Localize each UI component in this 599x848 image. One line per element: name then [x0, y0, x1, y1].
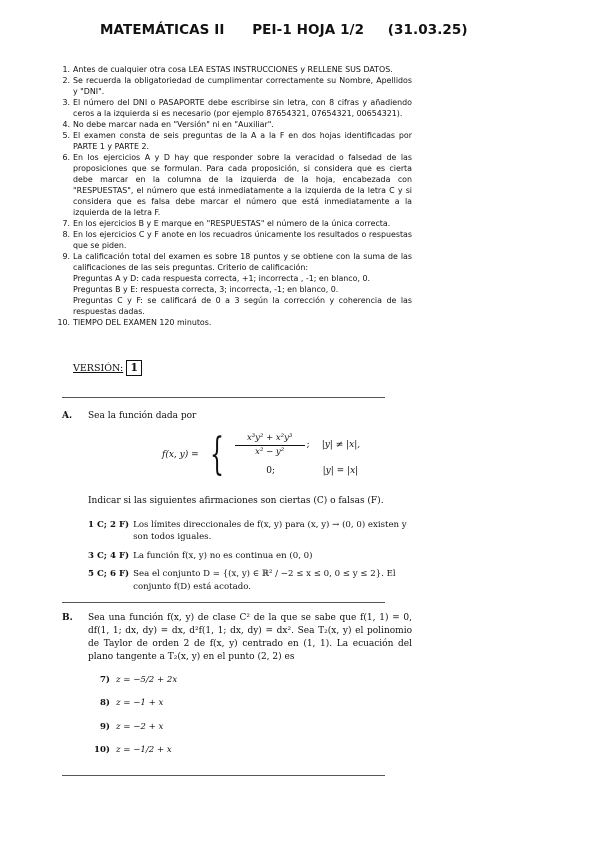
statement-code: 3 C; 4 F) [88, 550, 130, 561]
exam-date: (31.03.25) [387, 22, 468, 38]
statement-item [88, 550, 412, 562]
question-a-intro: Sea la función dada por [88, 411, 197, 421]
instruction-item [56, 218, 412, 229]
instruction-item [56, 229, 412, 251]
statement-code: 5 C; 6 F) [88, 569, 130, 580]
instruction-text: La calificación total del examen es sobre 18 puntos y se obtiene con la suma de las calificaciones de las seis preguntas. Criterio de calificación: Preguntas A y D: cada respuesta correcta, +1; incorrecta , -1; en blanco, 0. Preguntas B y E: respuesta correcta, 3; incorrecta, -1; en blanco, 0. Preguntas C y F: se calificará de 0 a 3 según la corrección y coherencia de las respuestas dadas. [73, 252, 412, 316]
brace: { [209, 429, 224, 480]
instruction-text: En los ejercicios C y F anote en los recuadros únicamente los resultados o respuestas que se piden. [73, 230, 412, 250]
instruction-number: 10. [57, 318, 70, 327]
question-a [62, 410, 412, 599]
instruction-item [56, 130, 412, 152]
question-b-text: Sea una función f(x, y) de clase C² de la que se sabe que f(1, 1) = 0, df(1, 1; dx, dy) = dx, d²f(1, 1; dx, dy) = dx². Sea T₂(x, y) el polinomio de Taylor de orden 2 de f(x, y) centrado en (1, 1). La ecuación del plano tangente a T₂(x, y) en el punto (2, 2) es [88, 613, 412, 662]
divider [62, 397, 385, 398]
instruction-item [56, 317, 412, 328]
instruction-number: 6. [62, 153, 70, 162]
statement-text: La función f(x, y) no es continua en (0, 0) [133, 550, 313, 561]
instruction-item [56, 152, 412, 218]
instruction-item [56, 97, 412, 119]
option-text: z = −1 + x [116, 698, 164, 709]
version-label: VERSIÓN: [73, 362, 124, 374]
question-a-label: A. [62, 411, 73, 421]
instruction-text: TIEMPO DEL EXAMEN 120 minutos. [73, 318, 212, 327]
option-code: 9) [99, 721, 110, 732]
question-a-prompt: Indicar si las siguientes afirmaciones son ciertas (C) o falsas (F). [88, 496, 384, 506]
version-field [73, 360, 142, 376]
instruction-number: 9. [62, 252, 70, 261]
instructions-list [56, 64, 412, 328]
instruction-text: En los ejercicios A y D hay que responder sobre la veracidad o falsedad de las proposiciones que se formulan. Para cada proposición, si considera que es cierta debe marcar en la columna de la izquierda de la hoja, encabezada con "RESPUESTAS", el número que está inmediatamente a la izquierda de la letra C y si considera que es falsa debe marcar el número que está inmediatamente a la izquierda de la letra F. [73, 153, 412, 217]
statement-item [88, 568, 412, 593]
instruction-text: El número del DNI o PASAPORTE debe escribirse sin letra, con 8 cifras y añadiendo ceros a la izquierda si es necesario (por ejemplo 87654321, 07654321, 00654321). [73, 98, 412, 118]
statement-text: Sea el conjunto D = {(x, y) ∈ ℝ² / −2 ≤ x ≤ 0, 0 ≤ y ≤ 2}. El conjunto f(D) está acotado. [133, 569, 396, 592]
divider [62, 602, 385, 603]
option-text: z = −1/2 + x [116, 745, 172, 756]
statement-code: 1 C; 2 F) [88, 520, 130, 530]
instruction-number: 3. [62, 98, 70, 107]
option-code: 10) [93, 745, 110, 756]
instruction-text: El examen consta de seis preguntas de la A a la F en dos hojas identificadas por PARTE 1 y PARTE 2. [73, 131, 412, 151]
case1-denominator: x² − y² [255, 447, 285, 457]
statement-item [88, 519, 412, 544]
instruction-item [56, 251, 412, 317]
case1-numerator: x³y² + x²y³ [235, 432, 305, 446]
answer-option [88, 744, 412, 756]
page-title [0, 22, 599, 38]
question-b [62, 612, 412, 768]
instruction-number: 5. [62, 131, 70, 140]
instruction-item [56, 64, 412, 75]
statement-text: Los límites direccionales de f(x, y) para (x, y) → (0, 0) existen y son todos iguales. [133, 520, 407, 543]
function-definition: f(x, y) = { $\frac{\text{x³y² + x²y³}}{\text{x² − y²}}$ ; |y| ≠ |x|, 0; |y| = |x| [162, 429, 361, 480]
instruction-number: 1. [62, 65, 70, 74]
option-text: z = −2 + x [116, 721, 164, 732]
instruction-number: 4. [62, 120, 70, 129]
instruction-text: No debe marcar nada en "Versión" ni en "Auxiliar". [73, 120, 274, 129]
function-lhs: f(x, y) = [162, 449, 199, 460]
instruction-text: Antes de cualquier otra cosa LEA ESTAS INSTRUCCIONES y RELLENE SUS DATOS. [73, 65, 393, 74]
question-a-items [88, 519, 412, 593]
option-code: 7) [99, 675, 110, 685]
instruction-number: 2. [62, 76, 70, 85]
instruction-item [56, 75, 412, 97]
subject-title: MATEMÁTICAS II [100, 22, 225, 38]
instruction-number: 8. [62, 230, 70, 239]
option-code: 8) [99, 698, 110, 709]
version-box: 1 [126, 360, 142, 376]
sheet-id: PEI-1 HOJA 1/2 [252, 22, 365, 38]
question-b-options [88, 674, 412, 757]
instruction-number: 7. [62, 219, 70, 228]
answer-option [88, 697, 412, 709]
instruction-item [56, 119, 412, 130]
case1-condition: |y| ≠ |x|, [321, 440, 361, 450]
answer-option [88, 674, 412, 686]
instruction-text: En los ejercicios B y E marque en "RESPUESTAS" el número de la única correcta. [73, 219, 391, 228]
option-text: z = −5/2 + 2x [116, 675, 178, 685]
question-b-label: B. [62, 613, 73, 623]
case2-value: 0; [266, 466, 276, 476]
answer-option [88, 721, 412, 733]
instruction-text: Se recuerda la obligatoriedad de cumplimentar correctamente su Nombre, Apellidos y "DNI". [73, 76, 412, 96]
divider [62, 775, 385, 776]
case2-condition: |y| = |x| [322, 466, 359, 476]
